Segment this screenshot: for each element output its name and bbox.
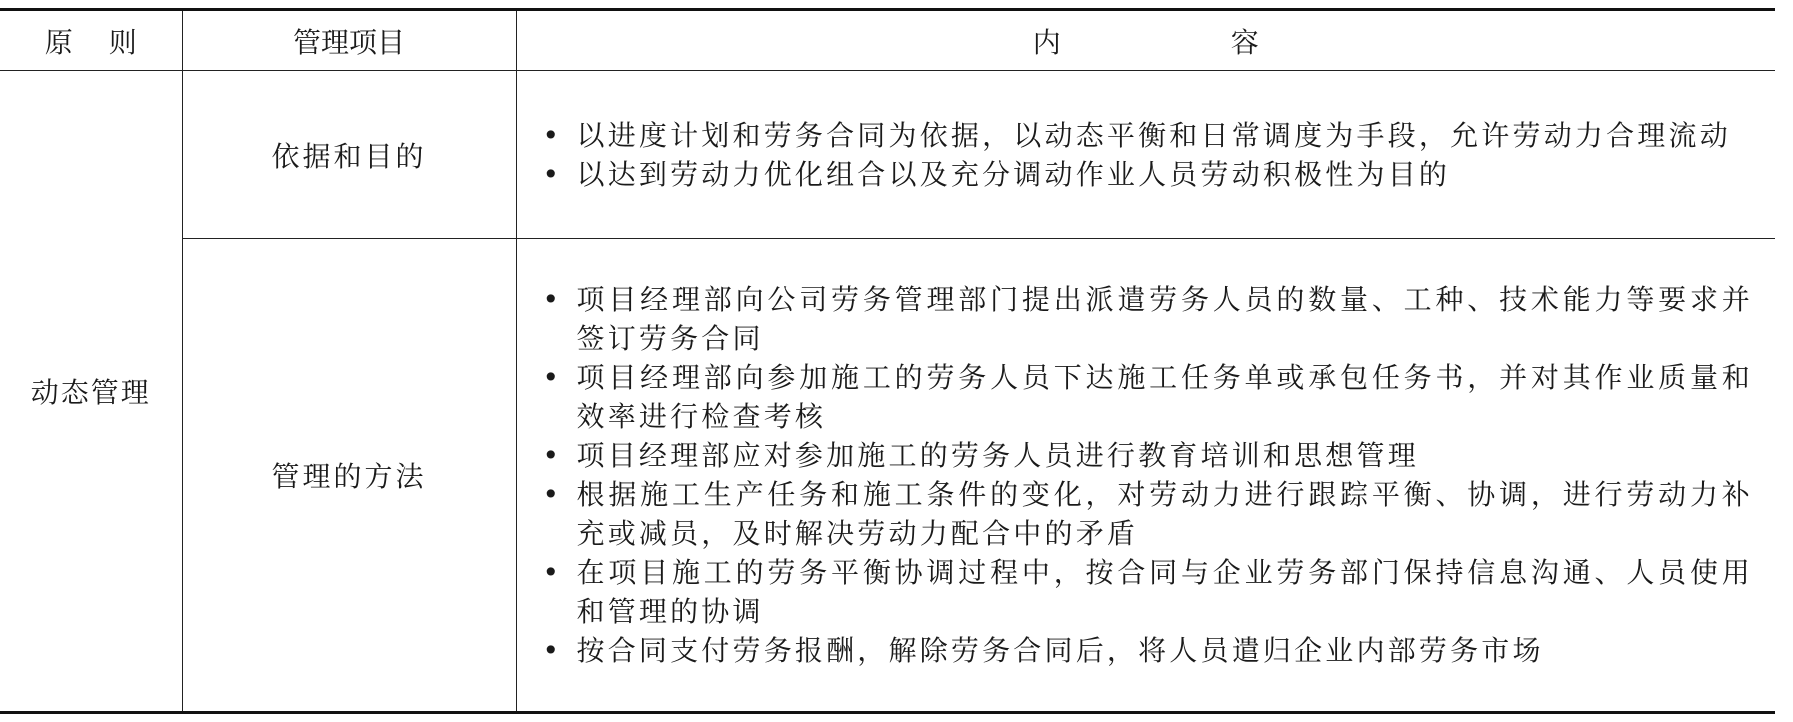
bullet-icon: • <box>542 556 563 589</box>
list-item-text: 在项目施工的劳务平衡协调过程中，按合同与企业劳务部门保持信息沟通、人员使用和管理的协调 <box>576 556 1753 628</box>
list-item <box>543 280 1754 358</box>
table-body <box>0 71 1775 713</box>
list-item-text: 以进度计划和劳务合同为依据，以动态平衡和日常调度为手段，允许劳动力合理流动 <box>576 118 1731 152</box>
table-row <box>0 71 1775 239</box>
content-cell-basis <box>516 71 1775 239</box>
table-row <box>0 239 1775 713</box>
header-management-item: 管理项目 <box>182 10 516 71</box>
list-item-text: 项目经理部向参加施工的劳务人员下达施工任务单或承包任务书，并对其作业质量和效率进行检查考核 <box>576 361 1753 433</box>
bullet-icon: • <box>542 157 563 191</box>
item-cell-methods: 管理的方法 <box>182 239 516 713</box>
bullet-list <box>517 276 1776 674</box>
bullet-icon: • <box>542 439 563 472</box>
header-row <box>0 10 1775 71</box>
list-item-text: 根据施工生产任务和施工条件的变化，对劳动力进行跟踪平衡、协调，进行劳动力补充或减员，及时解决劳动力配合中的矛盾 <box>576 478 1753 550</box>
list-item <box>543 358 1754 436</box>
bullet-icon: • <box>542 478 563 511</box>
header-principle: 原则 <box>0 10 182 71</box>
list-item-text: 以达到劳动力优化组合以及充分调动作业人员劳动积极性为目的 <box>576 157 1451 191</box>
bullet-icon: • <box>542 634 563 667</box>
bullet-icon: • <box>542 118 563 152</box>
list-item <box>543 553 1754 631</box>
table-header <box>0 10 1775 71</box>
header-content: 内容 <box>516 10 1775 71</box>
list-item-text: 按合同支付劳务报酬，解除劳务合同后，将人员遣归企业内部劳务市场 <box>576 634 1544 667</box>
list-item <box>543 116 1754 155</box>
management-table <box>0 8 1775 714</box>
principle-cell: 动态管理 <box>0 71 182 713</box>
list-item <box>543 631 1754 670</box>
list-item <box>543 436 1754 475</box>
bullet-icon: • <box>542 361 563 394</box>
list-item-text: 项目经理部应对参加施工的劳务人员进行教育培训和思想管理 <box>576 439 1419 472</box>
list-item <box>543 475 1754 553</box>
content-cell-methods <box>516 239 1775 713</box>
bullet-list <box>517 112 1776 198</box>
list-item <box>543 155 1754 194</box>
item-cell-basis: 依据和目的 <box>182 71 516 239</box>
bullet-icon: • <box>542 283 563 316</box>
list-item-text: 项目经理部向公司劳务管理部门提出派遣劳务人员的数量、工种、技术能力等要求并签订劳务合同 <box>576 283 1753 355</box>
